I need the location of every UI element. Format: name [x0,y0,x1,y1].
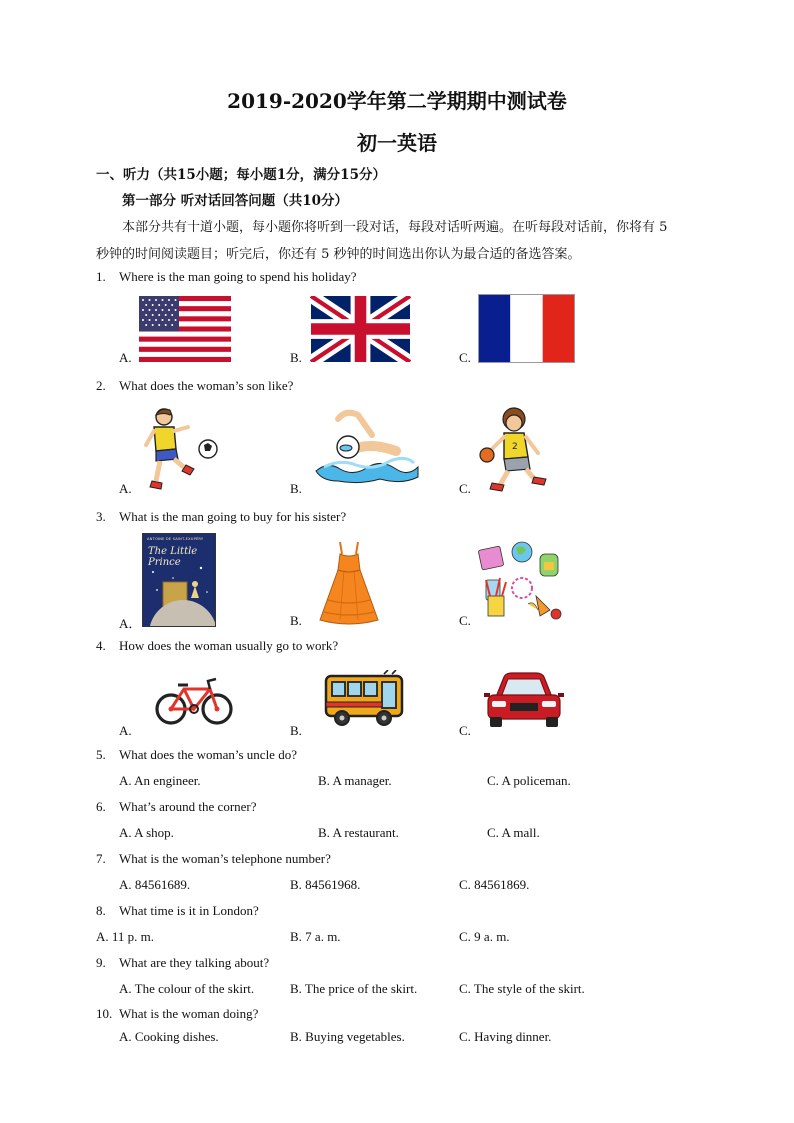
option-label[interactable]: A. A shop. [119,825,174,840]
question-number: 6. [96,799,106,814]
option-label[interactable]: B. A restaurant. [318,825,399,840]
option-label[interactable]: C. A policeman. [487,773,571,788]
option-label[interactable]: A. An engineer. [119,773,201,788]
question-text: What does the woman’s uncle do? [119,747,297,762]
option-label[interactable]: C. A mall. [487,825,540,840]
question-number: 4. [96,638,106,653]
option-label[interactable]: B. 7 a. m. [290,929,341,944]
usa-flag-icon [139,296,231,362]
book-author: ANTOINE DE SAINT-EXUPÉRY [147,537,204,541]
question-text: What is the woman doing? [119,1006,259,1021]
instructions-line-2: 秒钟的时间阅读题目；听完后，你还有 5 秒钟的时间选出你认为最合适的备选答案。 [96,247,581,262]
option-label[interactable]: C. [459,481,471,496]
question-text: What is the woman’s telephone number? [119,851,331,866]
option-label[interactable]: C. [459,350,471,365]
question-text: What time is it in London? [119,903,259,918]
school-supplies-icon [478,540,564,624]
question-number: 5. [96,747,106,762]
question-text: What are they talking about? [119,955,270,970]
question-number: 9. [96,955,106,970]
bicycle-icon [154,675,234,727]
question-text: What is the man going to buy for his sister? [119,509,347,524]
question-number: 1. [96,269,106,284]
page-subtitle: 初一英语 [357,131,437,155]
question-number: 10. [96,1006,113,1021]
basketball-player-icon [478,405,554,493]
dress-icon [318,540,380,626]
question-number: 2. [96,378,106,393]
swimmer-icon [310,405,422,485]
option-label[interactable]: A． [119,616,142,631]
option-label[interactable]: C. Having dinner. [459,1029,552,1044]
section-heading: 一、听力（共15小题；每小题1分，满分15分） [96,167,386,183]
option-label[interactable]: A. Cooking dishes. [119,1029,219,1044]
question-text: What does the woman’s son like? [119,378,294,393]
question-number: 7. [96,851,106,866]
uk-flag-icon [310,296,411,362]
question-text: What’s around the corner? [119,799,257,814]
soccer-player-icon [142,405,222,493]
option-label[interactable]: B. [290,613,302,628]
option-label[interactable]: A. [119,723,132,738]
page-title: 2019-2020学年第二学期期中测试卷 [227,89,567,113]
part-heading: 第一部分 听对话回答问题（共10分） [122,193,348,209]
question-number: 3. [96,509,106,524]
option-label[interactable]: B. Buying vegetables. [290,1029,405,1044]
option-label[interactable]: C. The style of the skirt. [459,981,585,996]
option-label[interactable]: B. [290,723,302,738]
car-icon [484,669,564,731]
book-icon [142,533,216,627]
option-label[interactable]: B. [290,350,302,365]
option-label[interactable]: A. [119,481,132,496]
option-label[interactable]: B. [290,481,302,496]
option-label[interactable]: C. 9 a. m. [459,929,510,944]
option-label[interactable]: A. 11 p. m. [96,929,155,944]
option-label[interactable]: B. The price of the skirt. [290,981,418,996]
option-label[interactable]: A. The colour of the skirt. [119,981,255,996]
bus-icon [322,670,406,728]
book-title: The Little Prince [148,546,198,568]
option-label[interactable]: C. [459,723,471,738]
option-label[interactable]: C. [459,613,471,628]
instructions-line-1: 本部分共有十道小题，每小题你将听到一段对话，每段对话听两遍。在听每段对话前，你将有 5 [122,220,668,235]
option-label[interactable]: A. 84561689. [119,877,191,892]
france-flag-icon [478,294,575,363]
svg-text:2: 2 [512,442,518,452]
question-text: Where is the man going to spend his holiday? [119,269,357,284]
option-label[interactable]: B. A manager. [318,773,392,788]
question-text: How does the woman usually go to work? [119,638,339,653]
option-label[interactable]: A. [119,350,132,365]
option-label[interactable]: B. 84561968. [290,877,361,892]
option-label[interactable]: C. 84561869. [459,877,530,892]
question-number: 8. [96,903,106,918]
